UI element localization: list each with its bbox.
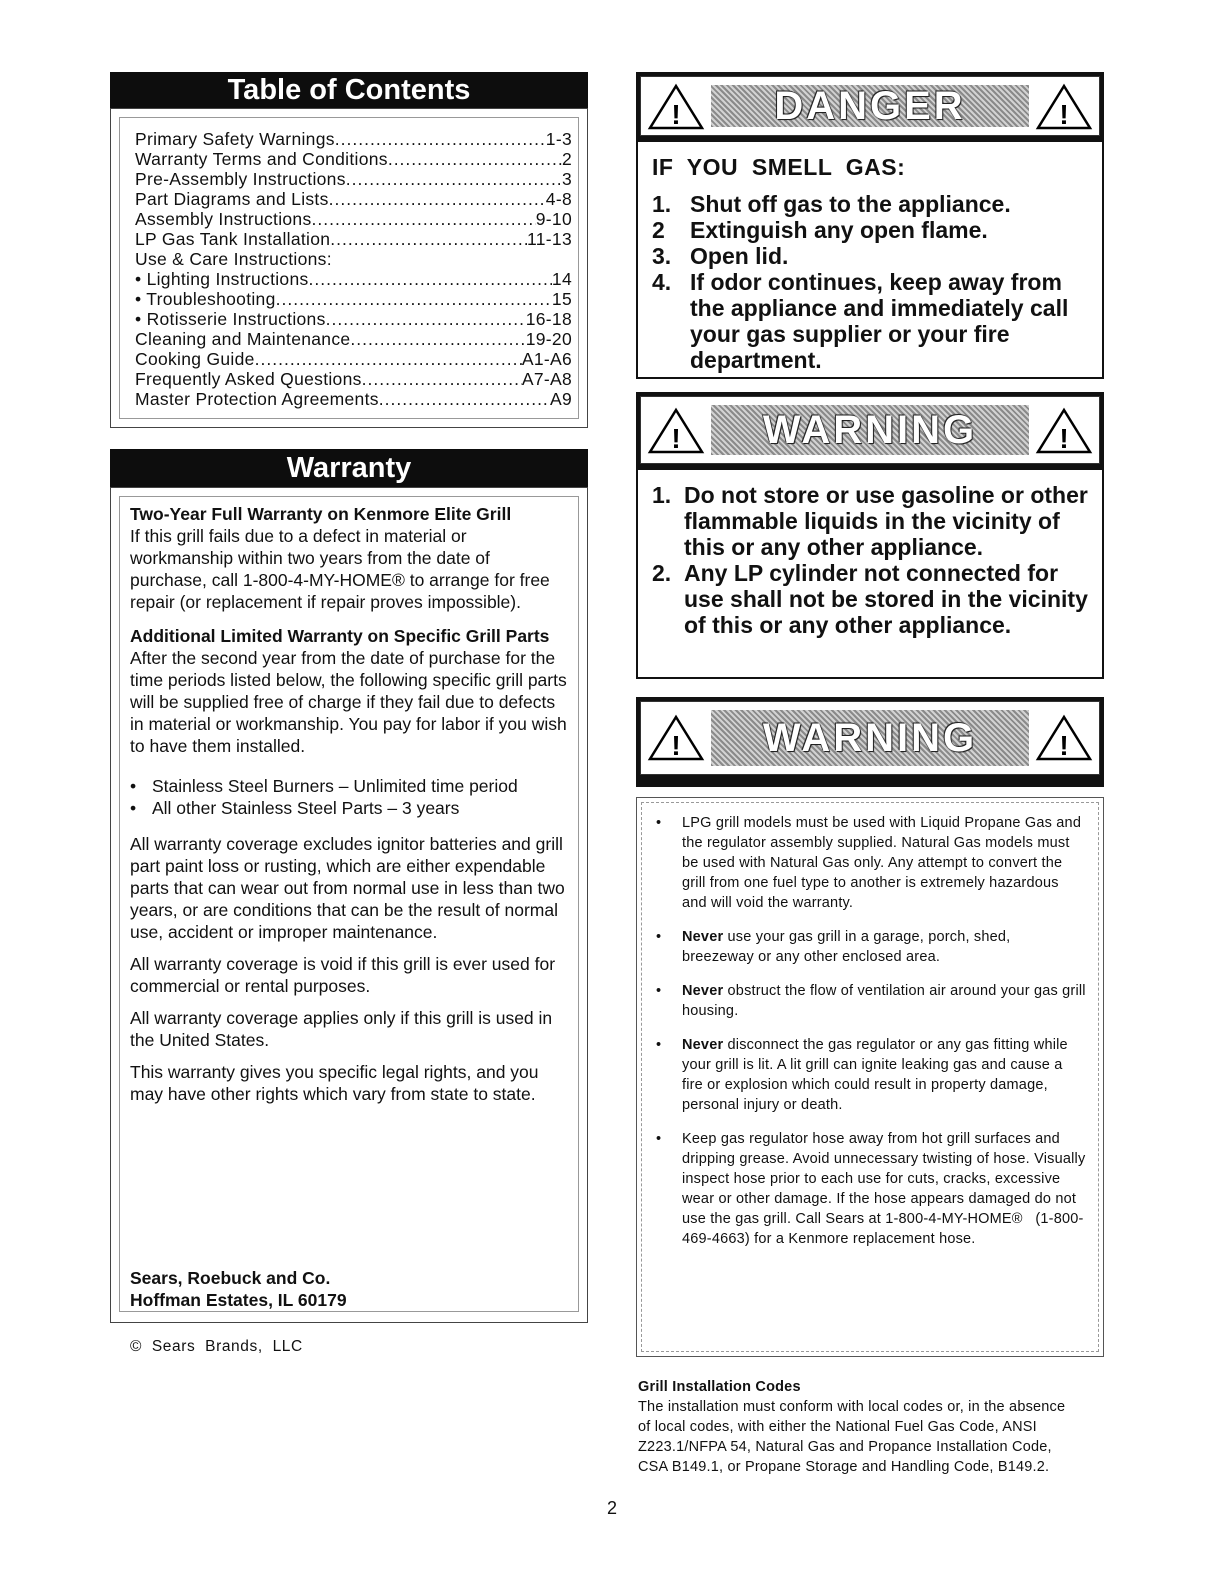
toc-entry: Primary Safety Warnings ..... 1-3: [135, 129, 572, 149]
warranty-box: [110, 487, 588, 1323]
toc-entry: Cooking Guide ..... A1-A6: [135, 349, 572, 369]
warranty-bullet: • All other Stainless Steel Parts – 3 years: [130, 798, 460, 818]
danger-box: [636, 140, 1104, 379]
warranty-address: Hoffman Estates, IL 60179: [130, 1290, 347, 1310]
svg-text:!: !: [1059, 423, 1069, 454]
warranty-para: This warranty gives you specific legal rights, and you may have other rights which vary from state to state.: [130, 1062, 539, 1104]
warranty-bullet: • Stainless Steel Burners – Unlimited time period: [130, 776, 518, 796]
warning-bullet: • Keep gas regulator hose away from hot grill surfaces and dripping grease. Avoid unnecessary twisting of hose. Visually inspect hose prior to each use for cuts, cracks, excessive wear or other damage. If the hose appears damaged do not use the gas grill. Call Sears at 1-800-4-MY-HOME® (1-800-469-4663) for a Kenmore replacement hose.: [656, 1131, 1090, 1247]
warranty-heading-full: Two-Year Full Warranty on Kenmore Elite Grill: [130, 504, 512, 524]
svg-text:!: !: [671, 99, 681, 130]
toc-entry: Use & Care Instructions:: [135, 249, 332, 269]
warranty-para: If this grill fails due to a defect in material or workmanship within two years from the date of purchase, call 1-800-4-MY-HOME® to arrange for free repair (or replacement if repair proves impossible).: [130, 526, 550, 612]
toc-entry: LP Gas Tank Installation ..... 11-13: [135, 229, 572, 249]
warning-bullet: • Never use your gas grill in a garage, porch, shed, breezeway or any other enclosed area.: [656, 929, 1011, 965]
warning-item: 1. Do not store or use gasoline or other flammable liquids in the vicinity of this or any other appliance.: [652, 482, 1088, 560]
warranty-para: All warranty coverage is void if this grill is ever used for commercial or rental purposes.: [130, 954, 556, 996]
warning-word: WARNING: [762, 715, 978, 760]
toc-entry: • Troubleshooting ..... 15: [135, 289, 572, 309]
danger-item: 1. Shut off gas to the appliance.: [652, 191, 1011, 217]
page-number: 2: [606, 1498, 617, 1518]
warranty-para: All warranty coverage excludes ignitor batteries and grill part paint loss or rusting, which are either expendable parts that can wear out from normal use in less than two years, or are conditions that can be the result of normal use, accident or improper maintenance.: [130, 834, 565, 942]
warning-banner: [636, 697, 1104, 787]
toc-entry: • Rotisserie Instructions ..... 16-18: [135, 309, 572, 329]
warning-box: [636, 468, 1104, 679]
danger-item: 3. Open lid.: [652, 243, 789, 269]
svg-text:!: !: [671, 423, 681, 454]
warranty-heading-limited: Additional Limited Warranty on Specific Grill Parts: [130, 626, 550, 646]
danger-item: 4. If odor continues, keep away from the appliance and immediately call your gas supplier or your fire department.: [652, 269, 1069, 373]
toc-inner: [119, 117, 579, 419]
danger-item: 2 Extinguish any open flame.: [652, 217, 988, 243]
warranty-title-banner: [110, 449, 588, 487]
svg-text:!: !: [1059, 99, 1069, 130]
installation-codes-heading: Grill Installation Codes: [638, 1379, 801, 1395]
danger-banner: [636, 72, 1104, 140]
danger-word: DANGER: [774, 83, 966, 128]
toc-box: [110, 108, 588, 428]
warranty-para: All warranty coverage applies only if this grill is used in the United States.: [130, 1008, 553, 1050]
warranty-title: Warranty: [286, 452, 412, 484]
warning-bullet: • Never disconnect the gas regulator or any gas fitting while your grill is lit. A lit grill can ignite leaking gas and cause a fire or explosion which could result in property damage, personal injury or death.: [656, 1037, 1068, 1113]
toc-title-banner: [110, 72, 588, 108]
copyright: © Sears Brands, LLC: [130, 1338, 303, 1355]
toc-title: Table of Contents: [227, 74, 471, 106]
warning-word: WARNING: [762, 407, 978, 452]
toc-entry: Master Protection Agreements ..... A9: [135, 389, 572, 409]
installation-codes: [638, 1377, 1078, 1477]
warning-bullet: • Never obstruct the flow of ventilation air around your gas grill housing.: [656, 983, 1086, 1019]
toc-entry: Pre-Assembly Instructions ..... 3: [135, 169, 572, 189]
svg-text:!: !: [1059, 730, 1069, 761]
installation-codes-text: The installation must conform with local codes or, in the absence of local codes, with either the National Fuel Gas Code, ANSI Z223.1/NFPA 54, Natural Gas and Propance Installation Code, CSA B149.1, or Propane Storage and Handling Code, B149.2.: [638, 1399, 1066, 1475]
toc-list: [135, 129, 572, 409]
toc-entry: Warranty Terms and Conditions ..... 2: [135, 149, 572, 169]
warranty-company: Sears, Roebuck and Co.: [130, 1268, 331, 1288]
svg-text:!: !: [671, 730, 681, 761]
toc-entry: Frequently Asked Questions ..... A7-A8: [135, 369, 572, 389]
danger-heading: IF YOU SMELL GAS:: [652, 154, 906, 180]
toc-entry: • Lighting Instructions ..... 14: [135, 269, 572, 289]
toc-entry: Cleaning and Maintenance ..... 19-20: [135, 329, 572, 349]
warning-bullet: • LPG grill models must be used with Liquid Propane Gas and the regulator assembly supplied. Natural Gas models must be used with Natural Gas only. Any attempt to convert the grill from one fuel type to another is extremely hazardous and will void the warranty.: [656, 815, 1082, 911]
warranty-inner: [119, 496, 579, 1312]
warning-banner: [636, 392, 1104, 468]
toc-entry: Part Diagrams and Lists ..... 4-8: [135, 189, 572, 209]
warning-detail-box: [636, 797, 1104, 1357]
warning-item: 2. Any LP cylinder not connected for use shall not be stored in the vicinity of this or any other appliance.: [652, 560, 1088, 638]
toc-entry: Assembly Instructions ..... 9-10: [135, 209, 572, 229]
warranty-para: After the second year from the date of purchase for the time periods listed below, the following specific grill parts will be supplied free of charge if they fail due to defects in material or workmanship. You pay for labor if you wish to have them installed.: [130, 648, 567, 756]
